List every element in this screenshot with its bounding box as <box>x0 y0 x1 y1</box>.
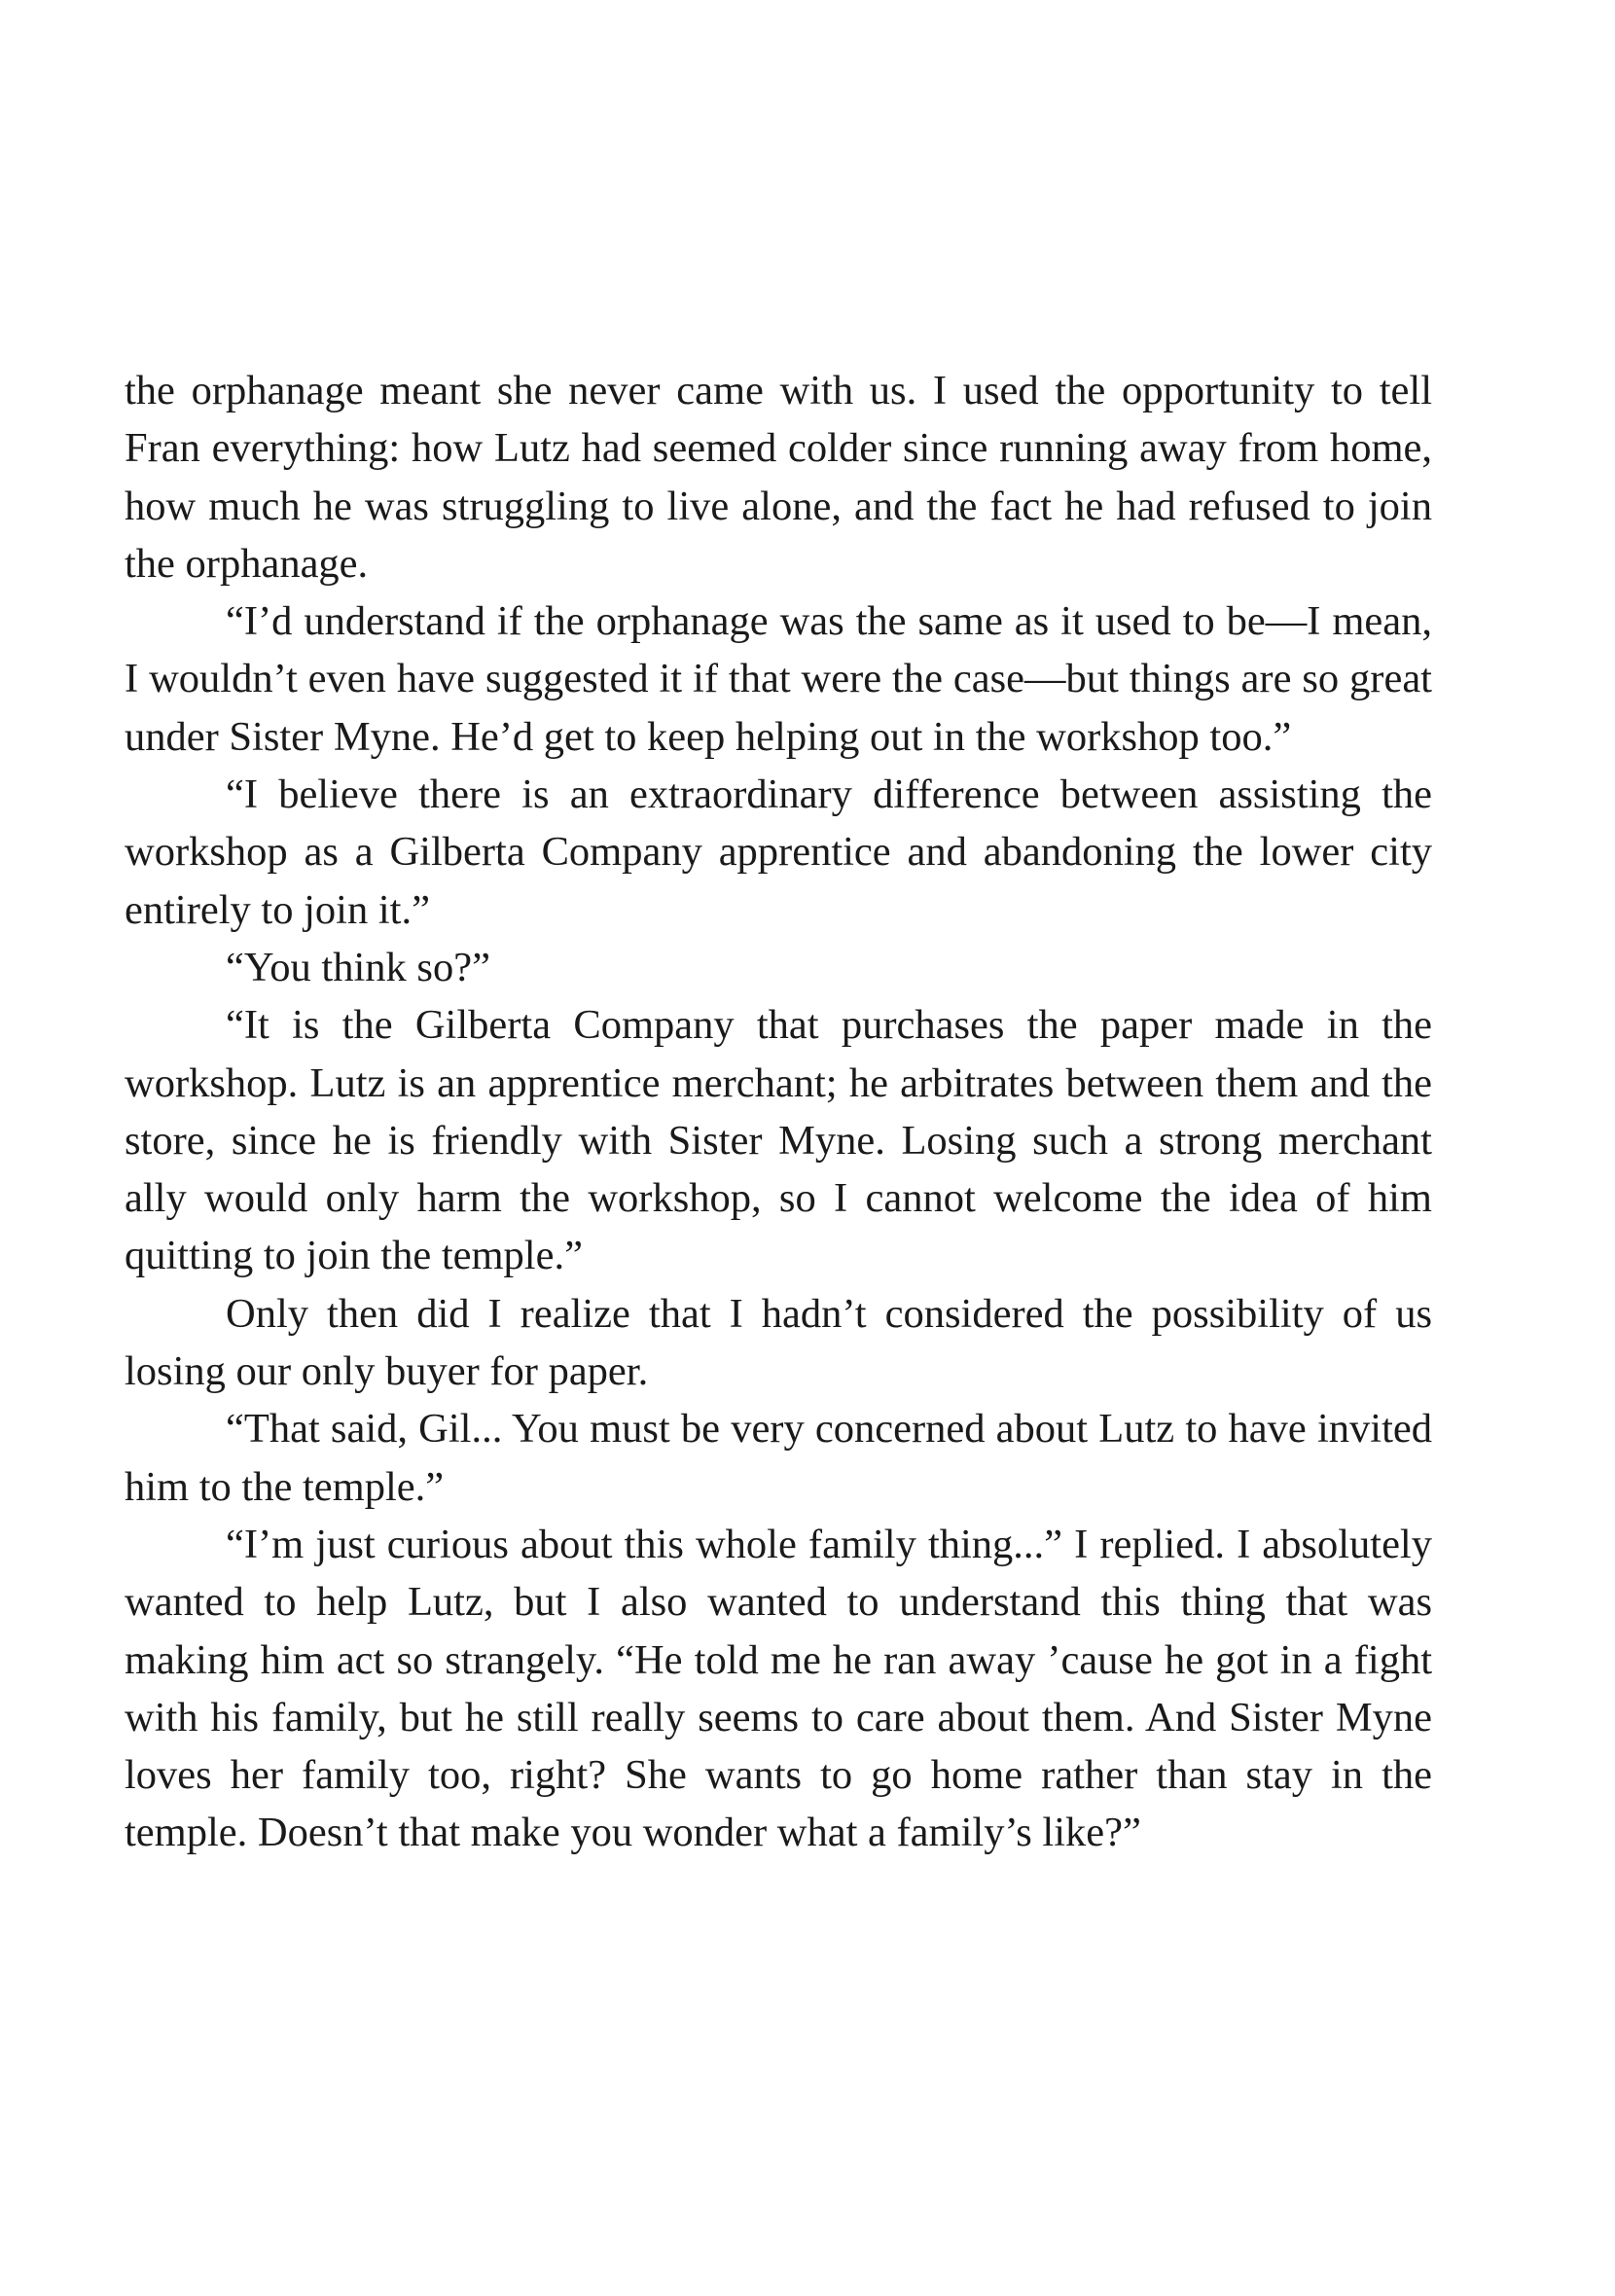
body-text <box>125 362 1432 1862</box>
paragraph-6: Only then did I realize that I hadn’t considered the possibility of us losing our only buyer for paper. <box>125 1290 1432 1395</box>
paragraph-5: “It is the Gilberta Company that purchases the paper made in the workshop. Lutz is an apprentice merchant; he arbitrates between them and the store, since he is friendly with Sister Myne. Losing such a strong merchant ally would only harm the workshop, so I cannot welcome the idea of him quitting to join the temple.” <box>125 1002 1432 1279</box>
paragraph-8: “I’m just curious about this whole family thing...” I replied. I absolutely wanted to help Lutz, but I also wanted to understand this thing that was making him act so strangely. “He told me he ran away ’cause he got in a fight with his family, but he still really seems to care about them. And Sister Myne loves her family too, right? She wants to go home rather than stay in the temple. Doesn’t that make you wonder what a family’s like?” <box>125 1521 1432 1856</box>
paragraph-3: “I believe there is an extraordinary difference between assisting the workshop as a Gilberta Company apprentice and abandoning the lower city entirely to join it.” <box>125 771 1432 933</box>
paragraph-2: “I’d understand if the orphanage was the same as it used to be—I mean, I wouldn’t even have suggested it if that were the case—but things are so great under Sister Myne. He’d get to keep helping out in the workshop too.” <box>125 598 1432 760</box>
paragraph-1: the orphanage meant she never came with us. I used the opportunity to tell Fran everything: how Lutz had seemed colder since running away from home, how much he was struggling to live alone, and the fact he had refused to join the orphanage. <box>125 368 1432 587</box>
paragraph-4: “You think so?” <box>226 944 490 990</box>
paragraph-7: “That said, Gil... You must be very concerned about Lutz to have invited him to the temple.” <box>125 1406 1432 1510</box>
